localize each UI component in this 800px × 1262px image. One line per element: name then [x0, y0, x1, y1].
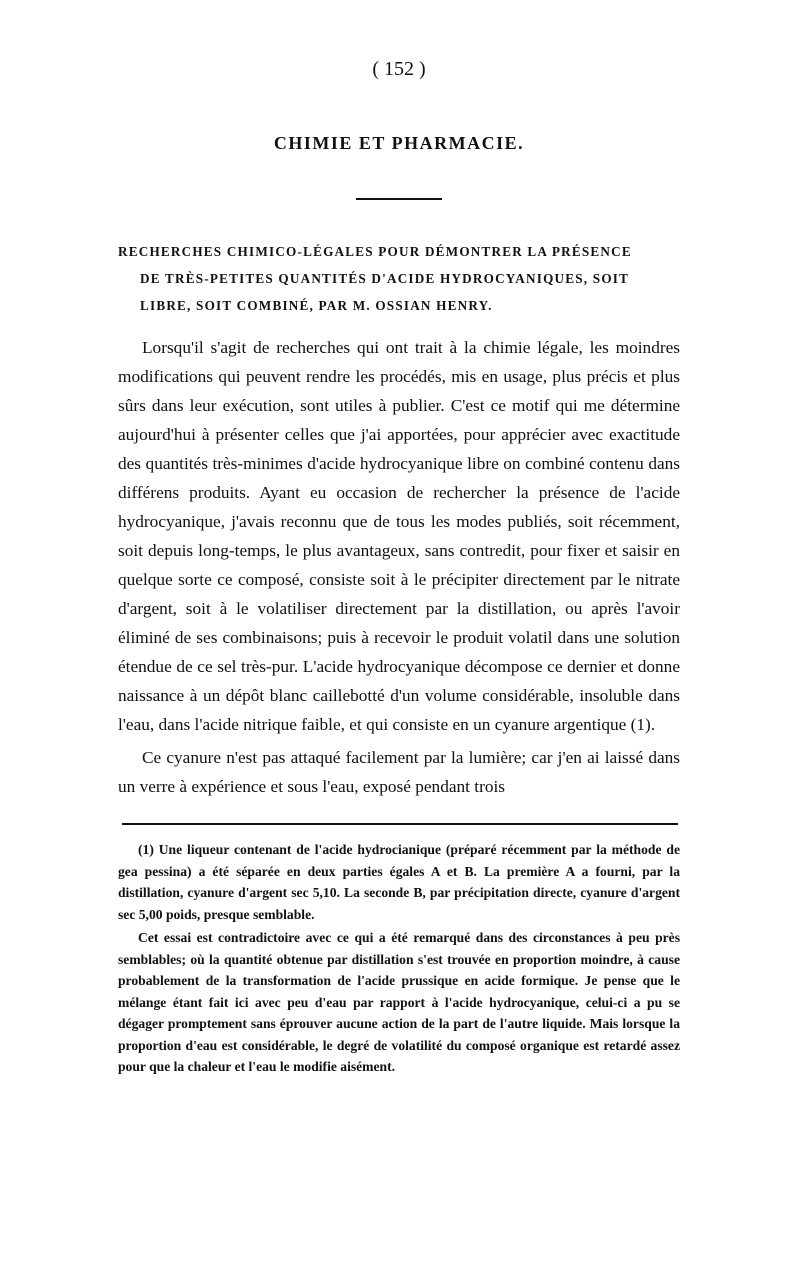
footnote-1: (1) Une liqueur contenant de l'acide hydrocianique (préparé récemment par la méthode de gea pessina) a été séparée en deux parties égales A et B. La première A a fourni, par la distillation, cyanure d'argent sec 5,10. La seconde B, par précipitation directe, cyanure d'argent sec 5,00 poids, presque semblable.: [118, 842, 680, 922]
paragraph-2: Ce cyanure n'est pas attaqué facilement par la lumière; car j'en ai laissé dans un verre à expérience et sous l'eau, exposé pendant trois: [118, 748, 680, 796]
section-title: CHIMIE ET PHARMACIE.: [273, 133, 525, 153]
document-page: [118, 58, 680, 1078]
footnotes: [118, 839, 680, 1078]
article-title: [118, 238, 680, 319]
article-title-line-2: DE TRÈS-PETITES QUANTITÉS D'ACIDE HYDROCYANIQUES, SOIT: [140, 271, 630, 286]
paragraph-1: Lorsqu'il s'agit de recherches qui ont trait à la chimie légale, les moindres modifications qui peuvent rendre les procédés, mis en usage, plus précis et plus sûrs dans leur exécution, sont utiles à publier. C'est ce motif qui me détermine aujourd'hui à présenter celles que j'ai apportées, pour apprécier avec exactitude des quantités très-minimes d'acide hydrocyanique libre on combiné contenu dans différens produits. Ayant eu occasion de rechercher la présence de l'acide hydrocyanique, j'avais reconnu que de tous les modes publiés, soit récemment, soit depuis long-temps, le plus avantageux, sans contredit, pour fixer et saisir en quelque sorte ce composé, consiste soit à le précipiter directement par le nitrate d'argent, soit à le volatiliser directement par la distillation, ou après l'avoir éliminé de ses combinaisons; puis à recevoir le produit volatil dans une solution étendue de ce sel très-pur. L'acide hydrocyanique décompose ce dernier et donne naissance à un dépôt blanc caillebotté d'un volume considérable, insoluble dans l'eau, dans l'acide nitrique faible, et qui consiste en un cyanure argentique (1).: [118, 338, 680, 734]
footnote-divider: [122, 823, 678, 825]
article-title-line-3: LIBRE, SOIT COMBINÉ, PAR M. OSSIAN HENRY.: [140, 298, 493, 313]
article-title-line-1: RECHERCHES CHIMICO-LÉGALES POUR DÉMONTRER LA PRÉSENCE: [118, 244, 632, 259]
footnote-1-continued: Cet essai est contradictoire avec ce qui a été remarqué dans des circonstances à peu près semblables; où la quantité obtenue par distillation s'est trouvée en proportion moindre, à cause probablement de la transformation de l'acide prussique en acide formique. Je pense que le mélange étant fait ici avec peu d'eau par rapport à l'acide hydrocyanique, celui-ci a pu se dégager promptement sans éprouver aucune action de la part de l'autre liquide. Mais lorsque la proportion d'eau est considérable, le degré de volatilité du composé organique est retardé assez pour que la chaleur et l'eau le modifie aisément.: [118, 930, 680, 1074]
page-number: ( 152 ): [372, 58, 426, 80]
title-divider: [356, 198, 442, 200]
body-text: [118, 333, 680, 801]
